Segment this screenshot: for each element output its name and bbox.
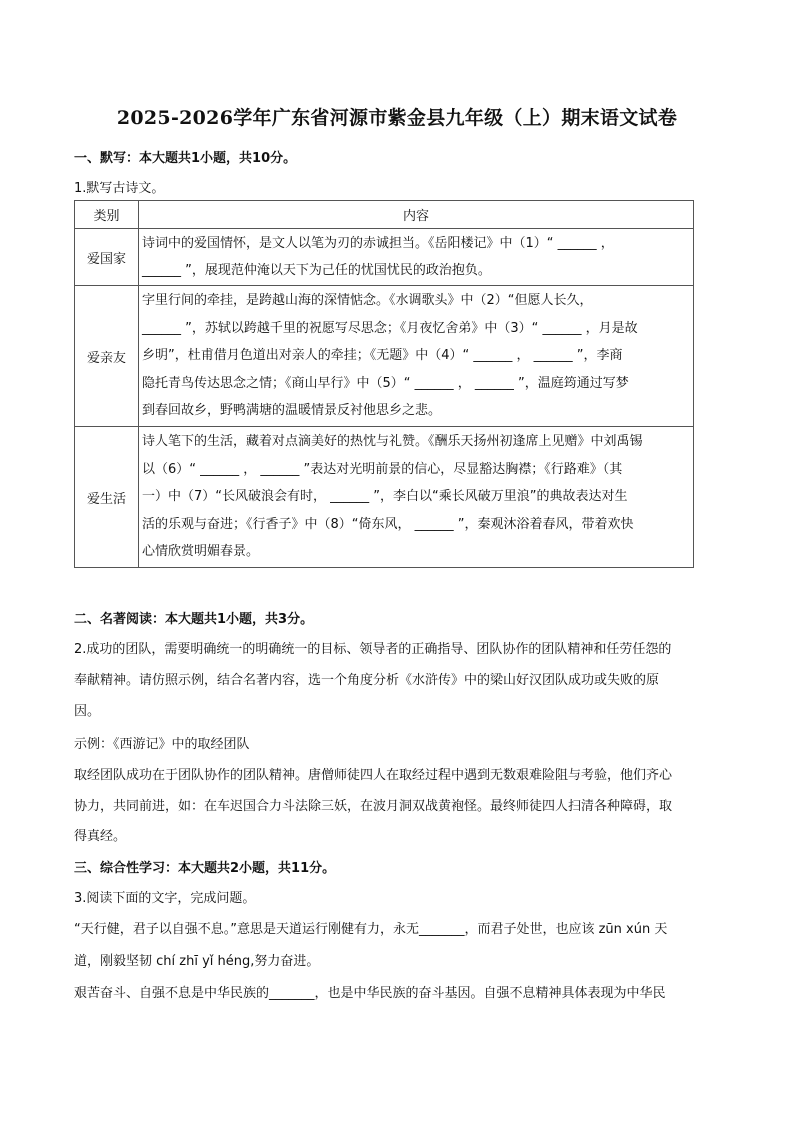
table-row xyxy=(75,286,694,427)
section3-header: 三、综合性学习：本大题共2小题，共11分。 xyxy=(74,861,336,876)
content-line: 以（6）“ ______ ， ______ ”表达对光明前景的信心，尽显豁达胸襟；《行路难》（其 xyxy=(142,461,623,477)
poetry-table xyxy=(74,200,694,568)
question-1: 1.默写古诗文。 xyxy=(74,181,165,196)
content-line: 诗人笔下的生活，藏着对点滴美好的热忱与礼赞。《酬乐天扬州初逢席上见赠》中刘禹锡 xyxy=(142,434,643,450)
section1-header: 一、默写：本大题共1小题，共10分。 xyxy=(74,151,297,166)
q3-line: 道，刚毅坚韧 chí zhī yǐ héng,努力奋进。 xyxy=(74,954,320,969)
content-line: 一）中（7）“长风破浪会有时， ______ ”，李白以“乘长风破万里浪”的典故表达对生 xyxy=(142,489,628,505)
row-content xyxy=(139,229,694,286)
content-line: 字里行间的牵挂，是跨越山海的深情惦念。《水调歌头》中（2）“但愿人长久， xyxy=(142,293,593,309)
q2-line: 奉献精神。请仿照示例，结合名著内容，选一个角度分析《水浒传》中的梁山好汉团队成功或失败的原 xyxy=(74,673,660,688)
header-content: 内容 xyxy=(139,201,694,229)
content-line: 心情欣赏明媚春景。 xyxy=(142,544,260,560)
content-line: 活的乐观与奋进；《行香子》中（8）“倚东风， ______ ”，秦观沐浴着春风，带着欢快 xyxy=(142,516,634,532)
table-row xyxy=(75,427,694,568)
q2-line: 协力，共同前进，如：在车迟国合力斗法除三妖，在波月洞双战黄袍怪。最终师徒四人扫清各种障碍，取 xyxy=(74,799,673,814)
content-line: ______ ”，苏轼以跨越千里的祝愿写尽思念；《月夜忆舍弟》中（3）“ ______ ，月是故 xyxy=(142,320,638,336)
content-line: 到春回故乡，野鸭满塘的温暖情景反衬他思乡之悲。 xyxy=(142,403,442,419)
content-line: 乡明”，杜甫借月色道出对亲人的牵挂；《无题》中（4）“ ______ ， ______ ”，李商 xyxy=(142,348,623,364)
header-category: 类别 xyxy=(75,201,139,229)
q2-line: 得真经。 xyxy=(74,829,127,844)
q2-line: 2.成功的团队，需要明确统一的明确统一的目标、领导者的正确指导、团队协作的团队精神和任劳任怨的 xyxy=(74,642,672,657)
q2-line: 取经团队成功在于团队协作的团队精神。唐僧师徒四人在取经过程中遇到无数艰难险阻与考验，他们齐心 xyxy=(74,768,673,783)
exam-title: 2025-2026学年广东省河源市紫金县九年级（上）期末语文试卷 xyxy=(116,107,678,129)
q3-line: 艰苦奋斗、自强不息是中华民族的_______，也是中华民族的奋斗基因。自强不息精神具体表现为中华民 xyxy=(74,986,666,1001)
row-category: 爱亲友 xyxy=(75,286,139,427)
content-line: 诗词中的爱国情怀，是文人以笔为刃的赤诚担当。《岳阳楼记》中（1）“ ______ ， xyxy=(142,235,614,251)
question-3: 3.阅读下面的文字，完成问题。 xyxy=(74,891,256,906)
section2-header: 二、名著阅读：本大题共1小题，共3分。 xyxy=(74,612,314,627)
q3-line: “天行健，君子以自强不息。”意思是天道运行刚健有力，永无_______，而君子处世，也应该 zūn xún 天 xyxy=(74,922,668,937)
example-title: 示例：《西游记》中的取经团队 xyxy=(74,737,250,752)
content-line: ______ ”，展现范仲淹以天下为己任的忧国忧民的政治抱负。 xyxy=(142,263,491,278)
content-line: 隐托青鸟传达思念之情；《商山早行》中（5）“ ______ ， ______ ”，温庭筠通过写梦 xyxy=(142,375,629,391)
row-category: 爱国家 xyxy=(75,229,139,286)
table-row xyxy=(75,229,694,286)
q2-line: 因。 xyxy=(74,704,101,719)
row-content xyxy=(139,286,694,427)
row-category: 爱生活 xyxy=(75,427,139,568)
row-content xyxy=(139,427,694,568)
table-header-row xyxy=(75,201,694,229)
